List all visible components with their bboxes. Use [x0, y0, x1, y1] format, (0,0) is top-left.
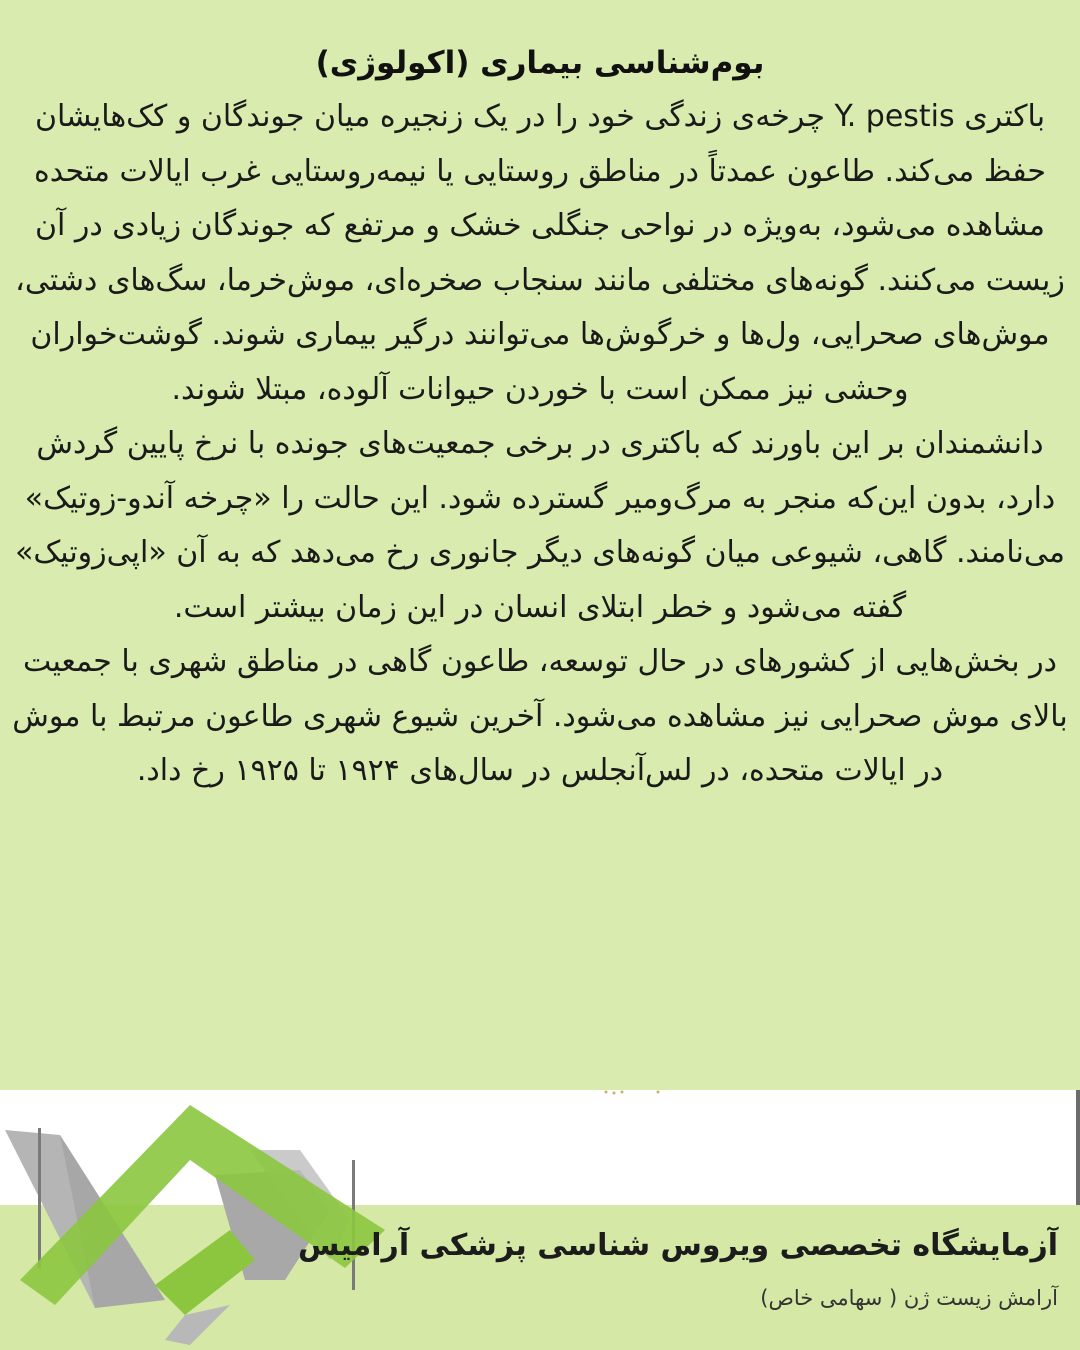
paragraph-enzootic-cycle: دانشمندان بر این باورند که باکتری در برخی جمعیت‌های جونده با نرخ پایین گردش دارد، بدون این‌که منجر به مرگ‌ومیر گسترده شود. این حالت را «چرخه آندو-زوتیک» می‌نامند. گاهی، شیوعی میان گونه‌های دیگر جانوری رخ می‌دهد که به آن «اپی‌زوتیک» گفته می‌شود و خطر ابتلای انسان در این زمان بیشتر است. — [15, 426, 1065, 625]
paragraph-urban-outbreaks: در بخش‌هایی از کشورهای در حال توسعه، طاعون گاهی در مناطق شهری با جمعیت بالای موش صحرایی نیز مشاهده می‌شود. آخرین شیوع شهری طاعون مرتبط با موش در ایالات متحده، در لس‌آنجلس در سال‌های ۱۹۲۴ تا ۱۹۲۵ رخ داد. — [12, 644, 1068, 788]
edge-strip — [1076, 1090, 1080, 1205]
footer-banner — [0, 1090, 1080, 1350]
article-title: بوم‌شناسی بیماری (اکولوژی) — [315, 45, 765, 81]
paragraph-ecology: باکتری Y. pestis چرخه‌ی زندگی خود را در یک زنجیره میان جوندگان و کک‌هایشان حفظ می‌کند. طاعون عمدتاً در مناطق روستایی یا نیمه‌روستایی غرب ایالات متحده مشاهده می‌شود، به‌ویژه در نواحی جنگلی خشک و مرتفع که جوندگان زیادی در آن زیست می‌کنند. گونه‌های مختلفی مانند سنجاب صخره‌ای، موش‌خرما، سگ‌های دشتی، موش‌های صحرایی، ول‌ها و خرگوش‌ها می‌توانند درگیر بیماری شوند. گوشت‌خواران وحشی نیز ممکن است با خوردن حیوانات آلوده، مبتلا شوند. — [15, 99, 1065, 407]
lab-name: آزمایشگاه تخصصی ویروس شناسی پزشکی آرامیس — [298, 1228, 1058, 1263]
decorative-dots — [600, 1090, 670, 1098]
company-name: آرامش زیست ژن ( سهامی خاص) — [760, 1286, 1058, 1310]
article — [0, 36, 1080, 799]
aramis-lab-logo-icon — [0, 1090, 400, 1350]
